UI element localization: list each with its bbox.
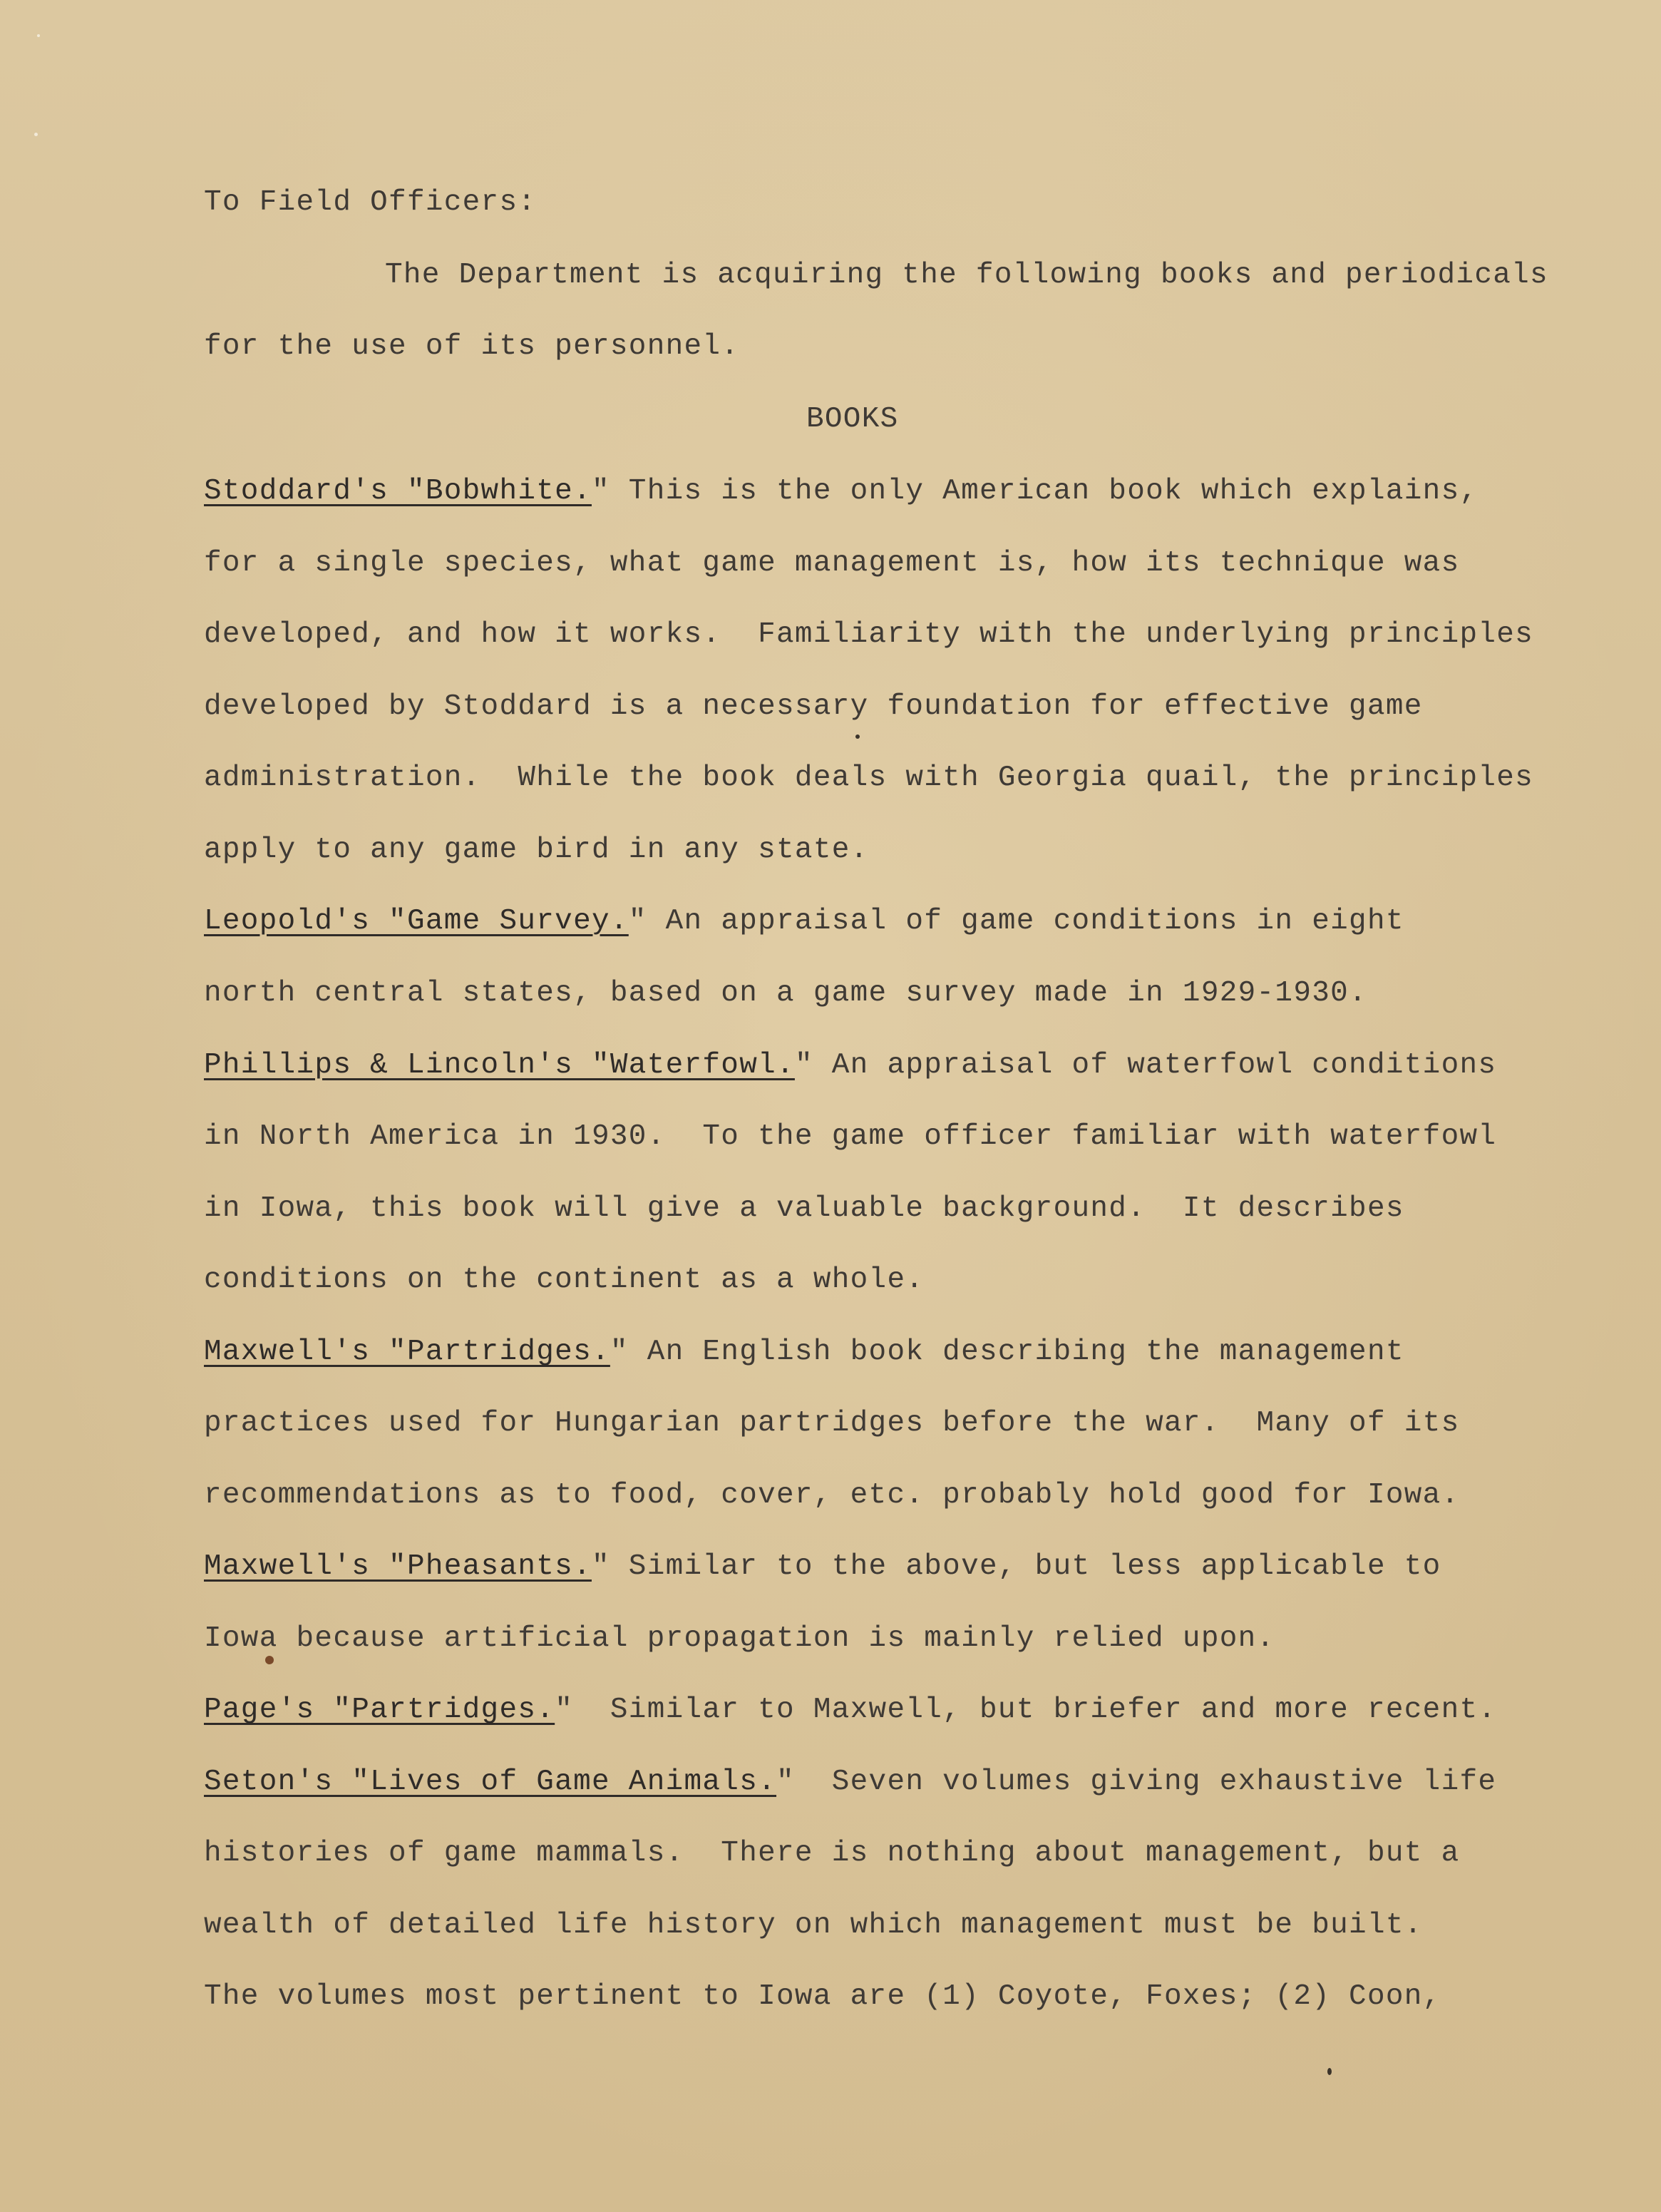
entry-text: " An appraisal of waterfowl conditions	[794, 1049, 1497, 1082]
entry-text: " An appraisal of game conditions in eight	[628, 905, 1404, 938]
entry-maxwell-partridges-line-2: practices used for Hungarian partridges before the war. Many of its	[204, 1407, 1460, 1440]
entry-text: " An English book describing the management	[610, 1336, 1404, 1368]
entry-seton-line-1	[204, 1768, 1496, 1797]
entry-leopold-line-1	[204, 907, 1404, 936]
entry-stoddard-line-1	[204, 477, 1478, 506]
entry-seton-line-3: wealth of detailed life history on which management must be built.	[204, 1909, 1423, 1942]
book-title-page: Page's "Partridges.	[204, 1694, 555, 1726]
salutation: To Field Officers:	[204, 186, 537, 219]
entry-phillips-line-2: in North America in 1930. To the game officer familiar with waterfowl	[204, 1120, 1497, 1153]
entry-text: " Similar to Maxwell, but briefer and more recent.	[555, 1694, 1497, 1726]
paper-speck	[1327, 2068, 1332, 2075]
entry-phillips-line-1	[204, 1051, 1496, 1080]
entry-phillips-line-4: conditions on the continent as a whole.	[204, 1264, 925, 1296]
entry-maxwell-partridges-line-3: recommendations as to food, cover, etc. probably hold good for Iowa.	[204, 1479, 1460, 1512]
entry-seton-line-2: histories of game mammals. There is nothing about management, but a	[204, 1837, 1460, 1870]
section-heading-books: BOOKS	[806, 403, 899, 436]
intro-line-1: The Department is acquiring the following books and periodicals	[385, 259, 1548, 292]
entry-stoddard-line-2: for a single species, what game management is, how its technique was	[204, 547, 1460, 580]
entry-text: " This is the only American book which explains,	[591, 475, 1479, 508]
entry-leopold-line-2: north central states, based on a game survey made in 1929-1930.	[204, 977, 1367, 1010]
entry-stoddard-line-4: developed by Stoddard is a necessary foundation for effective game	[204, 690, 1423, 723]
paper-speck	[855, 734, 860, 739]
paper-speck	[34, 133, 38, 136]
entry-seton-line-4: The volumes most pertinent to Iowa are (1) Coyote, Foxes; (2) Coon,	[204, 1980, 1441, 2013]
paper-speck	[37, 34, 40, 37]
entry-stoddard-line-5: administration. While the book deals with Georgia quail, the principles	[204, 762, 1534, 794]
entry-maxwell-pheasants-line-1	[204, 1552, 1441, 1582]
entry-phillips-line-3: in Iowa, this book will give a valuable background. It describes	[204, 1192, 1404, 1225]
book-title-leopold: Leopold's "Game Survey.	[204, 905, 629, 938]
entry-maxwell-partridges-line-1	[204, 1338, 1404, 1367]
book-title-seton: Seton's "Lives of Game Animals.	[204, 1766, 777, 1798]
entry-maxwell-pheasants-line-2: Iowa because artificial propagation is mainly relied upon.	[204, 1622, 1275, 1655]
book-title-maxwell-pheasants: Maxwell's "Pheasants.	[204, 1550, 592, 1583]
entry-text: " Seven volumes giving exhaustive life	[776, 1766, 1497, 1798]
entry-text: " Similar to the above, but less applicable to	[591, 1550, 1441, 1583]
intro-line-2: for the use of its personnel.	[204, 330, 740, 363]
paper-speck	[265, 1656, 274, 1664]
entry-stoddard-line-6: apply to any game bird in any state.	[204, 834, 869, 866]
book-title-stoddard: Stoddard's "Bobwhite.	[204, 475, 592, 508]
entry-stoddard-line-3: developed, and how it works. Familiarity with the underlying principles	[204, 618, 1534, 651]
book-title-maxwell-partridges: Maxwell's "Partridges.	[204, 1336, 610, 1368]
book-title-phillips-lincoln: Phillips & Lincoln's "Waterfowl.	[204, 1049, 795, 1082]
entry-page-line-1	[204, 1696, 1496, 1725]
